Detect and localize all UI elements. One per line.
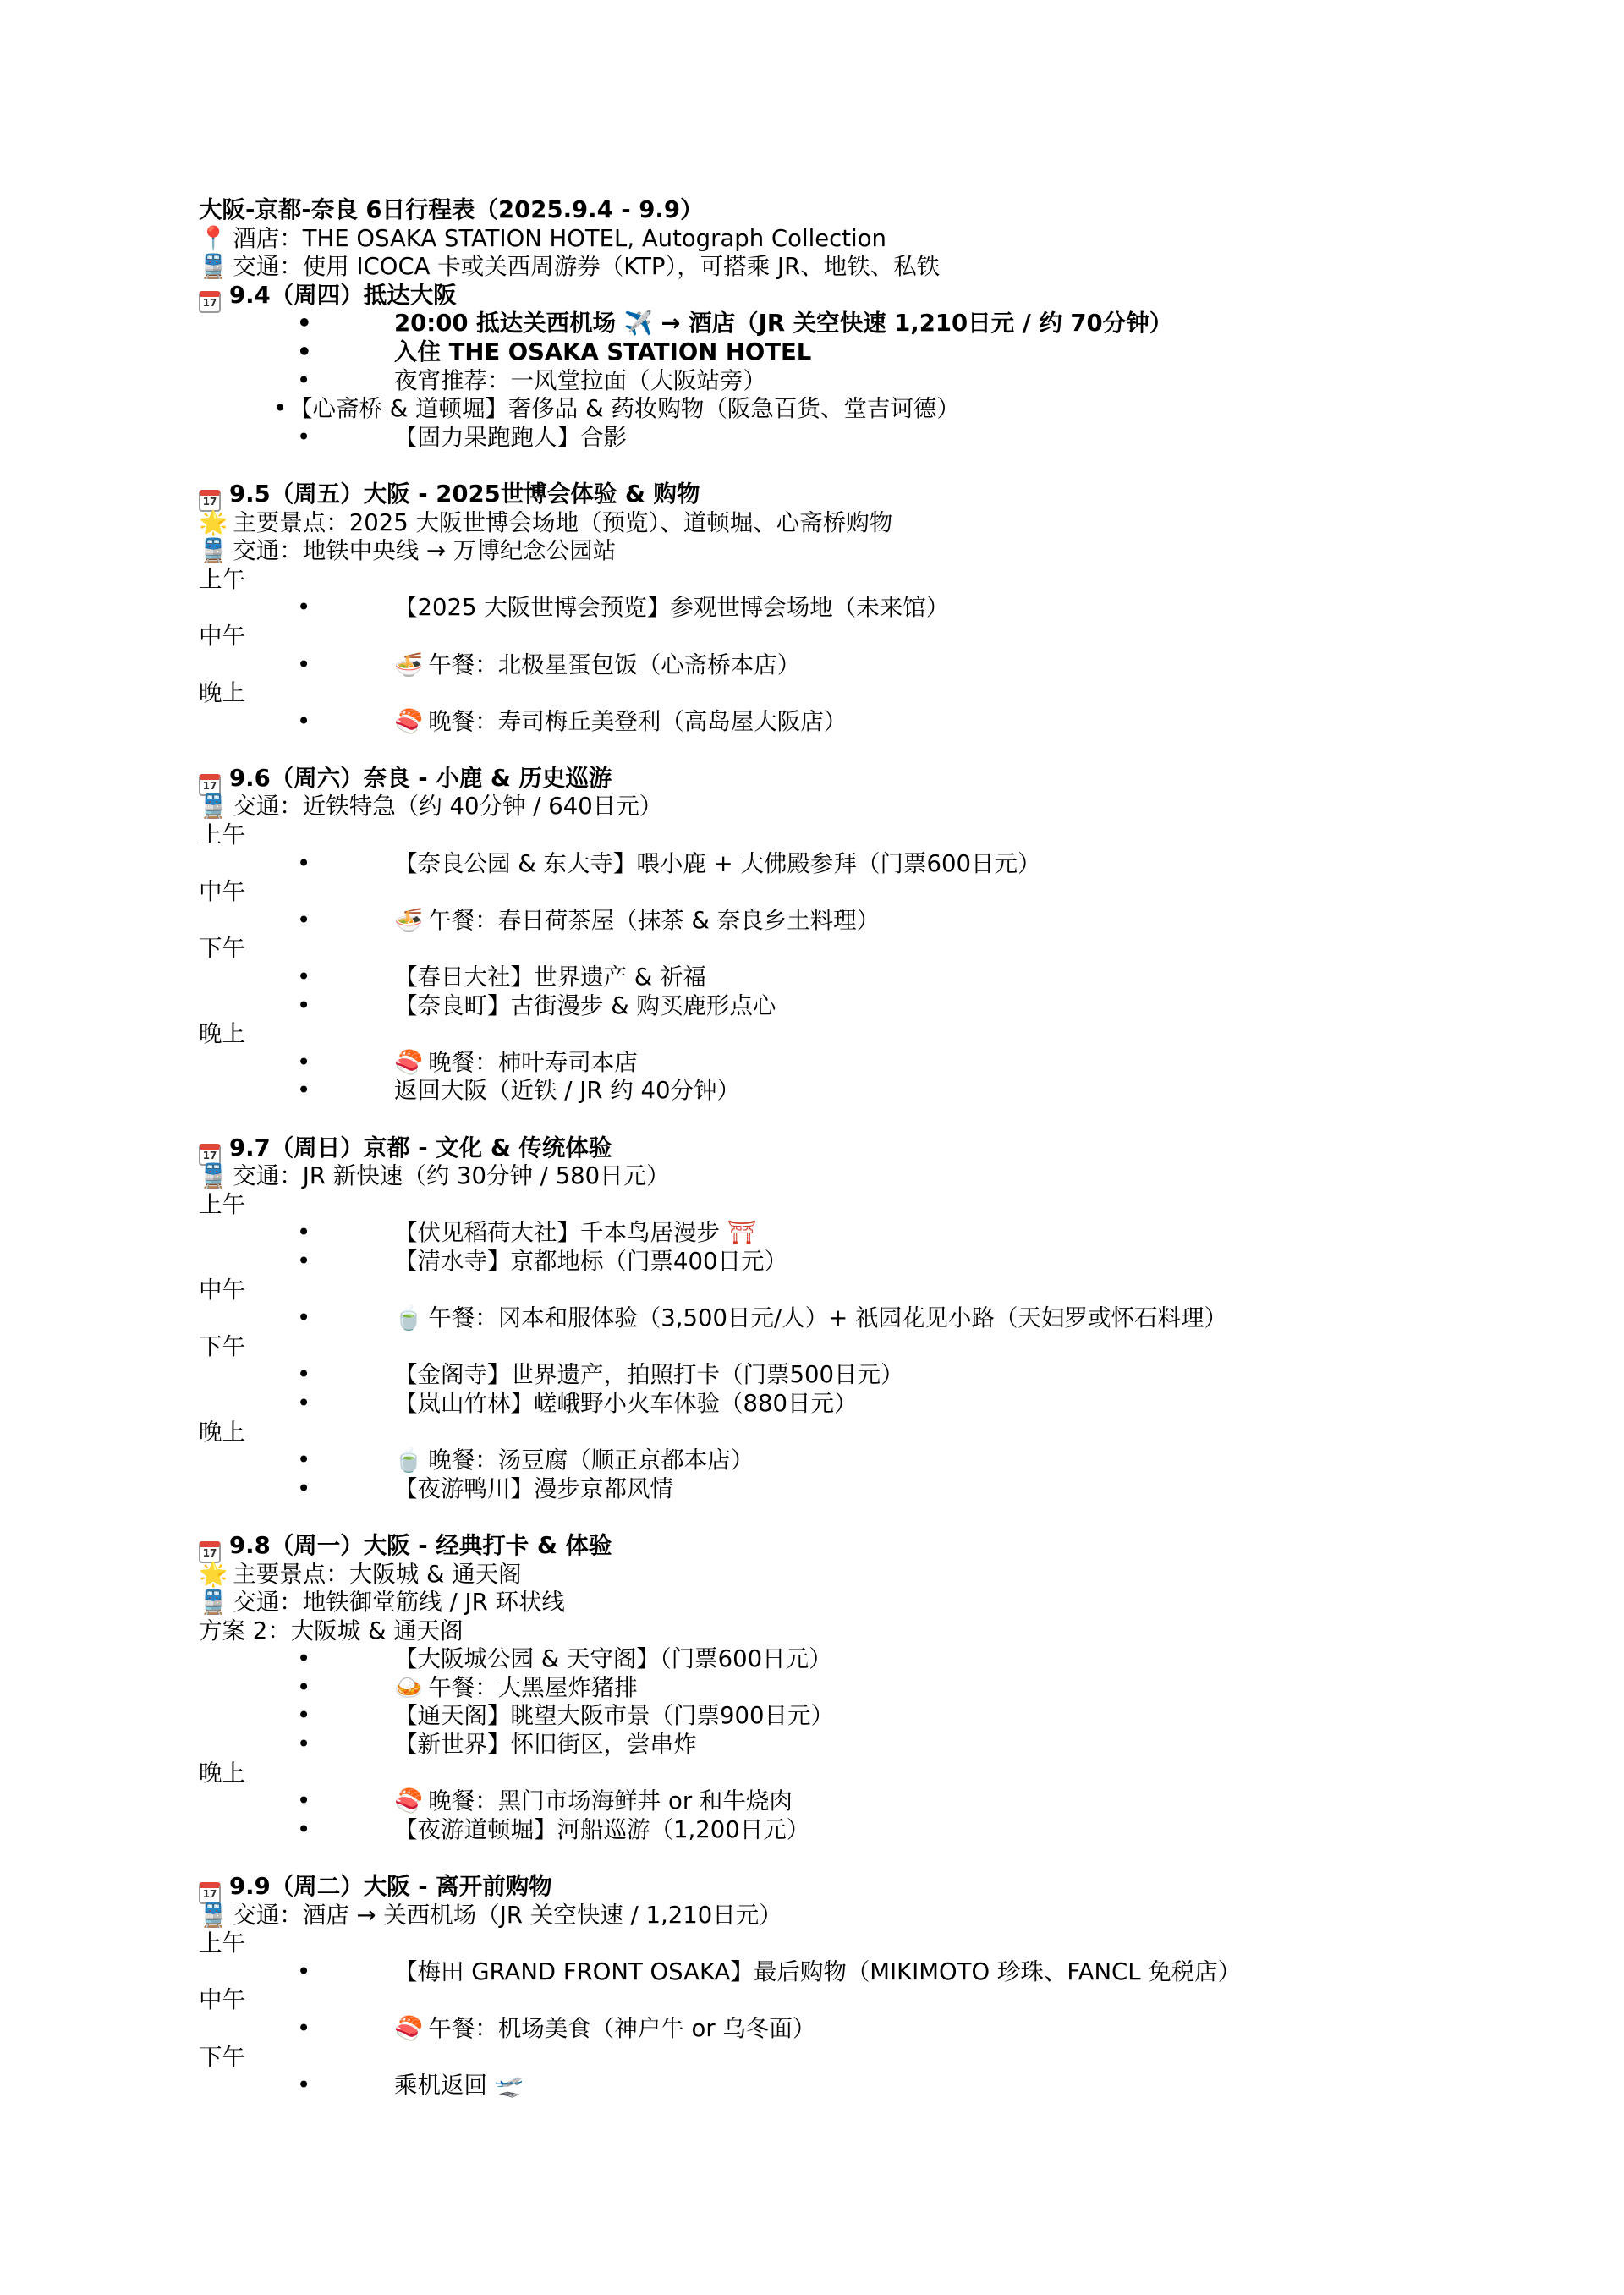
day-header-text: 9.5（周五）大阪 - 2025世博会体验 & 购物 (229, 480, 700, 508)
time-label: 上午 (199, 1190, 245, 1218)
bullet-icon: • (297, 423, 311, 451)
list-item (199, 2015, 1434, 2044)
bullet-icon: • (297, 1474, 311, 1502)
list-item (199, 1731, 1434, 1760)
list-item (199, 1787, 1434, 1816)
list-item-text: 【夜游道顿堀】河船巡游（1,200日元） (394, 1815, 810, 1843)
list-item-text: 晚餐：寿司梅丘美登利（高岛屋大阪店） (428, 707, 848, 735)
day-header (199, 1873, 1434, 1902)
time-label: 下午 (199, 935, 245, 963)
bullet-icon: • (297, 1361, 311, 1389)
curry-icon: 🍛 (394, 1673, 424, 1701)
list-item (199, 1645, 1434, 1674)
train-icon: 🚆 (199, 1162, 228, 1190)
itinerary-document (199, 196, 1434, 2100)
bullet-icon: • (297, 1702, 311, 1730)
transport-text: 交通：近铁特急（约 40分钟 / 640日元） (233, 793, 663, 821)
spacer (199, 736, 1434, 765)
bullet-icon: • (297, 849, 311, 877)
bullet-icon: • (273, 395, 288, 423)
bullet-icon: • (297, 594, 311, 622)
transport-line (199, 537, 1434, 566)
spots-line (199, 509, 1434, 538)
day-header-text: 9.8（周一）大阪 - 经典打卡 & 体验 (229, 1531, 612, 1559)
hotel-line (199, 225, 1434, 254)
spots-text: 主要景点：2025 大阪世博会场地（预览）、道顿堀、心斋桥购物 (233, 508, 893, 536)
bullet-icon: • (297, 2072, 311, 2100)
bullet-icon: • (297, 1247, 311, 1275)
time-label: 下午 (199, 2043, 245, 2071)
list-item (199, 1475, 1434, 1504)
torii-icon: ⛩ (727, 1219, 757, 1247)
list-item (199, 708, 1434, 737)
transport-text: 交通：酒店 → 关西机场（JR 关空快速 / 1,210日元） (233, 1901, 782, 1929)
noodle-icon: 🍜 (394, 651, 424, 678)
transport-line (199, 793, 1434, 821)
list-item (199, 367, 1434, 396)
list-item-text: 【梅田 GRAND FRONT OSAKA】最后购物（MIKIMOTO 珍珠、FANCL 免税店） (394, 1957, 1242, 1985)
bullet-icon: • (297, 1304, 311, 1332)
train-icon: 🚆 (199, 1589, 228, 1617)
time-label: 晚上 (199, 1020, 245, 1048)
tea-icon: 🍵 (394, 1304, 424, 1332)
list-item-text: 乘机返回 (394, 2072, 487, 2100)
list-item-text: 【固力果跑跑人】合影 (394, 423, 627, 451)
spots-line (199, 1561, 1434, 1589)
day-header (199, 282, 1434, 310)
day-header (199, 765, 1434, 793)
plan-label: 方案 2：大阪城 & 通天阁 (199, 1617, 464, 1644)
list-item (199, 395, 1434, 424)
list-item-text: 【金阁寺】世界遗产，拍照打卡（门票500日元） (394, 1361, 904, 1389)
list-item (199, 1390, 1434, 1419)
list-item (199, 651, 1434, 680)
list-item-text: 午餐：春日荷茶屋（抹茶 & 奈良乡土料理） (428, 906, 881, 934)
list-item (199, 1248, 1434, 1277)
time-label: 晚上 (199, 1418, 245, 1446)
calendar-icon: 17 (199, 774, 221, 796)
bullet-icon: • (297, 338, 312, 365)
list-item-text: 晚餐：柿叶寿司本店 (428, 1048, 638, 1076)
list-item-text: 夜宵推荐：一风堂拉面（大阪站旁） (394, 366, 766, 394)
calendar-icon: 17 (199, 1144, 221, 1166)
train-icon: 🚆 (199, 793, 228, 821)
list-item-text: 晚餐：黑门市场海鲜丼 or 和牛烧肉 (428, 1787, 793, 1815)
transport-line (199, 1902, 1434, 1930)
bullet-icon: • (297, 366, 311, 394)
bullet-icon: • (297, 1787, 311, 1815)
bullet-icon: • (297, 1731, 311, 1759)
list-item-text: 返回大阪（近铁 / JR 约 40分钟） (394, 1077, 740, 1105)
list-item-text: 【奈良公园 & 东大寺】喂小鹿 + 大佛殿参拜（门票600日元） (394, 849, 1041, 877)
transport-text: 交通：地铁御堂筋线 / JR 环状线 (233, 1589, 565, 1617)
list-item-text: 入住 THE OSAKA STATION HOTEL (394, 338, 812, 365)
list-item (199, 424, 1434, 453)
time-label: 晚上 (199, 1759, 245, 1787)
bullet-icon: • (297, 1048, 311, 1076)
train-icon: 🚆 (199, 1901, 228, 1929)
day-header (199, 1134, 1434, 1163)
list-item-text: 【通天阁】眺望大阪市景（门票900日元） (394, 1702, 834, 1730)
general-transport-line (199, 253, 1434, 282)
transport-text: 交通：JR 新快速（约 30分钟 / 580日元） (233, 1162, 670, 1190)
time-label: 上午 (199, 1930, 245, 1957)
day-header-text: 9.9（周二）大阪 - 离开前购物 (229, 1873, 552, 1901)
time-label: 上午 (199, 565, 245, 593)
list-item (199, 1077, 1434, 1106)
time-label: 下午 (199, 1332, 245, 1360)
bullet-icon: • (297, 906, 311, 934)
list-item (199, 907, 1434, 936)
calendar-icon: 17 (199, 1541, 221, 1563)
list-item-text: 午餐：大黑屋炸猪排 (428, 1673, 638, 1701)
transport-text: 交通：地铁中央线 → 万博纪念公园站 (233, 537, 617, 565)
list-item (199, 1447, 1434, 1475)
bullet-icon: • (297, 1957, 311, 1985)
document-title: 大阪-京都-奈良 6日行程表（2025.9.4 - 9.9） (199, 196, 704, 223)
star-icon: 🌟 (199, 1560, 228, 1588)
time-label: 晚上 (199, 679, 245, 707)
time-label: 中午 (199, 878, 245, 906)
spots-text: 主要景点：大阪城 & 通天阁 (233, 1560, 522, 1588)
bullet-icon: • (297, 1077, 311, 1105)
list-item-text: 【夜游鸭川】漫步京都风情 (394, 1474, 673, 1502)
day-header (199, 480, 1434, 509)
list-item-text: 【心斋桥 & 道顿堀】奢侈品 & 药妆购物（阪急百货、堂吉诃德） (289, 395, 960, 423)
list-item (199, 992, 1434, 1021)
list-item (199, 338, 1434, 367)
list-item (199, 1049, 1434, 1078)
list-item-text: 午餐：机场美食（神户牛 or 乌冬面） (428, 2015, 816, 2042)
hotel-text: 酒店：THE OSAKA STATION HOTEL, Autograph Collection (233, 224, 886, 252)
list-item-text: 晚餐：汤豆腐（顺正京都本店） (428, 1447, 754, 1474)
pin-icon: 📍 (199, 224, 228, 252)
list-item (199, 1219, 1434, 1248)
star-icon: 🌟 (199, 508, 228, 536)
list-item (199, 1702, 1434, 1731)
list-item (199, 964, 1434, 992)
day-header-text: 9.6（周六）奈良 - 小鹿 & 历史巡游 (229, 764, 612, 792)
list-item (199, 1304, 1434, 1333)
list-item (199, 1958, 1434, 1987)
list-item-text: 【新世界】怀旧街区，尝串炸 (394, 1731, 697, 1759)
time-label: 中午 (199, 1986, 245, 2014)
calendar-icon: 17 (199, 490, 221, 512)
time-label: 上午 (199, 821, 245, 849)
bullet-icon: • (297, 310, 312, 338)
list-item-text: 20:00 抵达关西机场 ✈️ → 酒店（JR 关空快速 1,210日元 / 约 70分钟） (394, 310, 1173, 338)
spacer (199, 452, 1434, 480)
time-label: 中午 (199, 1276, 245, 1304)
bullet-icon: • (297, 1815, 311, 1843)
bullet-icon: • (297, 2015, 311, 2042)
spacer (199, 1503, 1434, 1532)
spacer (199, 1844, 1434, 1873)
train-icon: 🚆 (199, 537, 228, 565)
list-item-text: 【伏见稻荷大社】千本鸟居漫步 (394, 1219, 720, 1247)
bullet-icon: • (297, 1389, 311, 1417)
list-item-text: 午餐：北极星蛋包饭（心斋桥本店） (428, 651, 801, 678)
bullet-icon: • (297, 1645, 311, 1673)
plane-icon: 🛫 (494, 2072, 524, 2100)
list-item-text: 午餐：冈本和服体验（3,500日元/人）+ 祇园花见小路（天妇罗或怀石料理） (428, 1304, 1228, 1332)
bullet-icon: • (297, 1219, 311, 1247)
sushi-icon: 🍣 (394, 1787, 424, 1815)
day-header-text: 9.7（周日）京都 - 文化 & 传统体验 (229, 1134, 612, 1161)
bullet-icon: • (297, 1673, 311, 1701)
transport-line (199, 1589, 1434, 1617)
calendar-icon: 17 (199, 291, 221, 313)
bullet-icon: • (297, 1447, 311, 1474)
time-label: 中午 (199, 622, 245, 650)
noodle-icon: 🍜 (394, 906, 424, 934)
list-item (199, 1674, 1434, 1703)
list-item-text: 【清水寺】京都地标（门票400日元） (394, 1247, 787, 1275)
list-item-text: 【奈良町】古街漫步 & 购买鹿形点心 (394, 991, 776, 1019)
list-item-text: 【岚山竹林】嵯峨野小火车体验（880日元） (394, 1389, 858, 1417)
sushi-icon: 🍣 (394, 1048, 424, 1076)
list-item (199, 850, 1434, 879)
calendar-icon: 17 (199, 1882, 221, 1904)
train-icon: 🚆 (199, 253, 228, 281)
spacer (199, 1106, 1434, 1134)
sushi-icon: 🍣 (394, 2015, 424, 2042)
list-item (199, 594, 1434, 623)
list-item-text: 【大阪城公园 & 天守阁】（门票600日元） (394, 1645, 832, 1673)
bullet-icon: • (297, 651, 311, 678)
list-item-text: 【春日大社】世界遗产 & 祈福 (394, 964, 706, 991)
list-item (199, 1361, 1434, 1390)
day-header (199, 1532, 1434, 1561)
transport-line (199, 1162, 1434, 1191)
general-transport-text: 交通：使用 ICOCA 卡或关西周游券（KTP），可搭乘 JR、地铁、私铁 (233, 253, 941, 281)
list-item-text: 【2025 大阪世博会预览】参观世博会场地（未来馆） (394, 594, 950, 622)
bullet-icon: • (297, 964, 311, 991)
list-item (199, 1816, 1434, 1845)
list-item (199, 310, 1434, 338)
sushi-icon: 🍣 (394, 707, 424, 735)
list-item (199, 2072, 1434, 2100)
bullet-icon: • (297, 991, 311, 1019)
tea-icon: 🍵 (394, 1447, 424, 1474)
day-header-text: 9.4（周四）抵达大阪 (229, 281, 457, 309)
bullet-icon: • (297, 707, 311, 735)
